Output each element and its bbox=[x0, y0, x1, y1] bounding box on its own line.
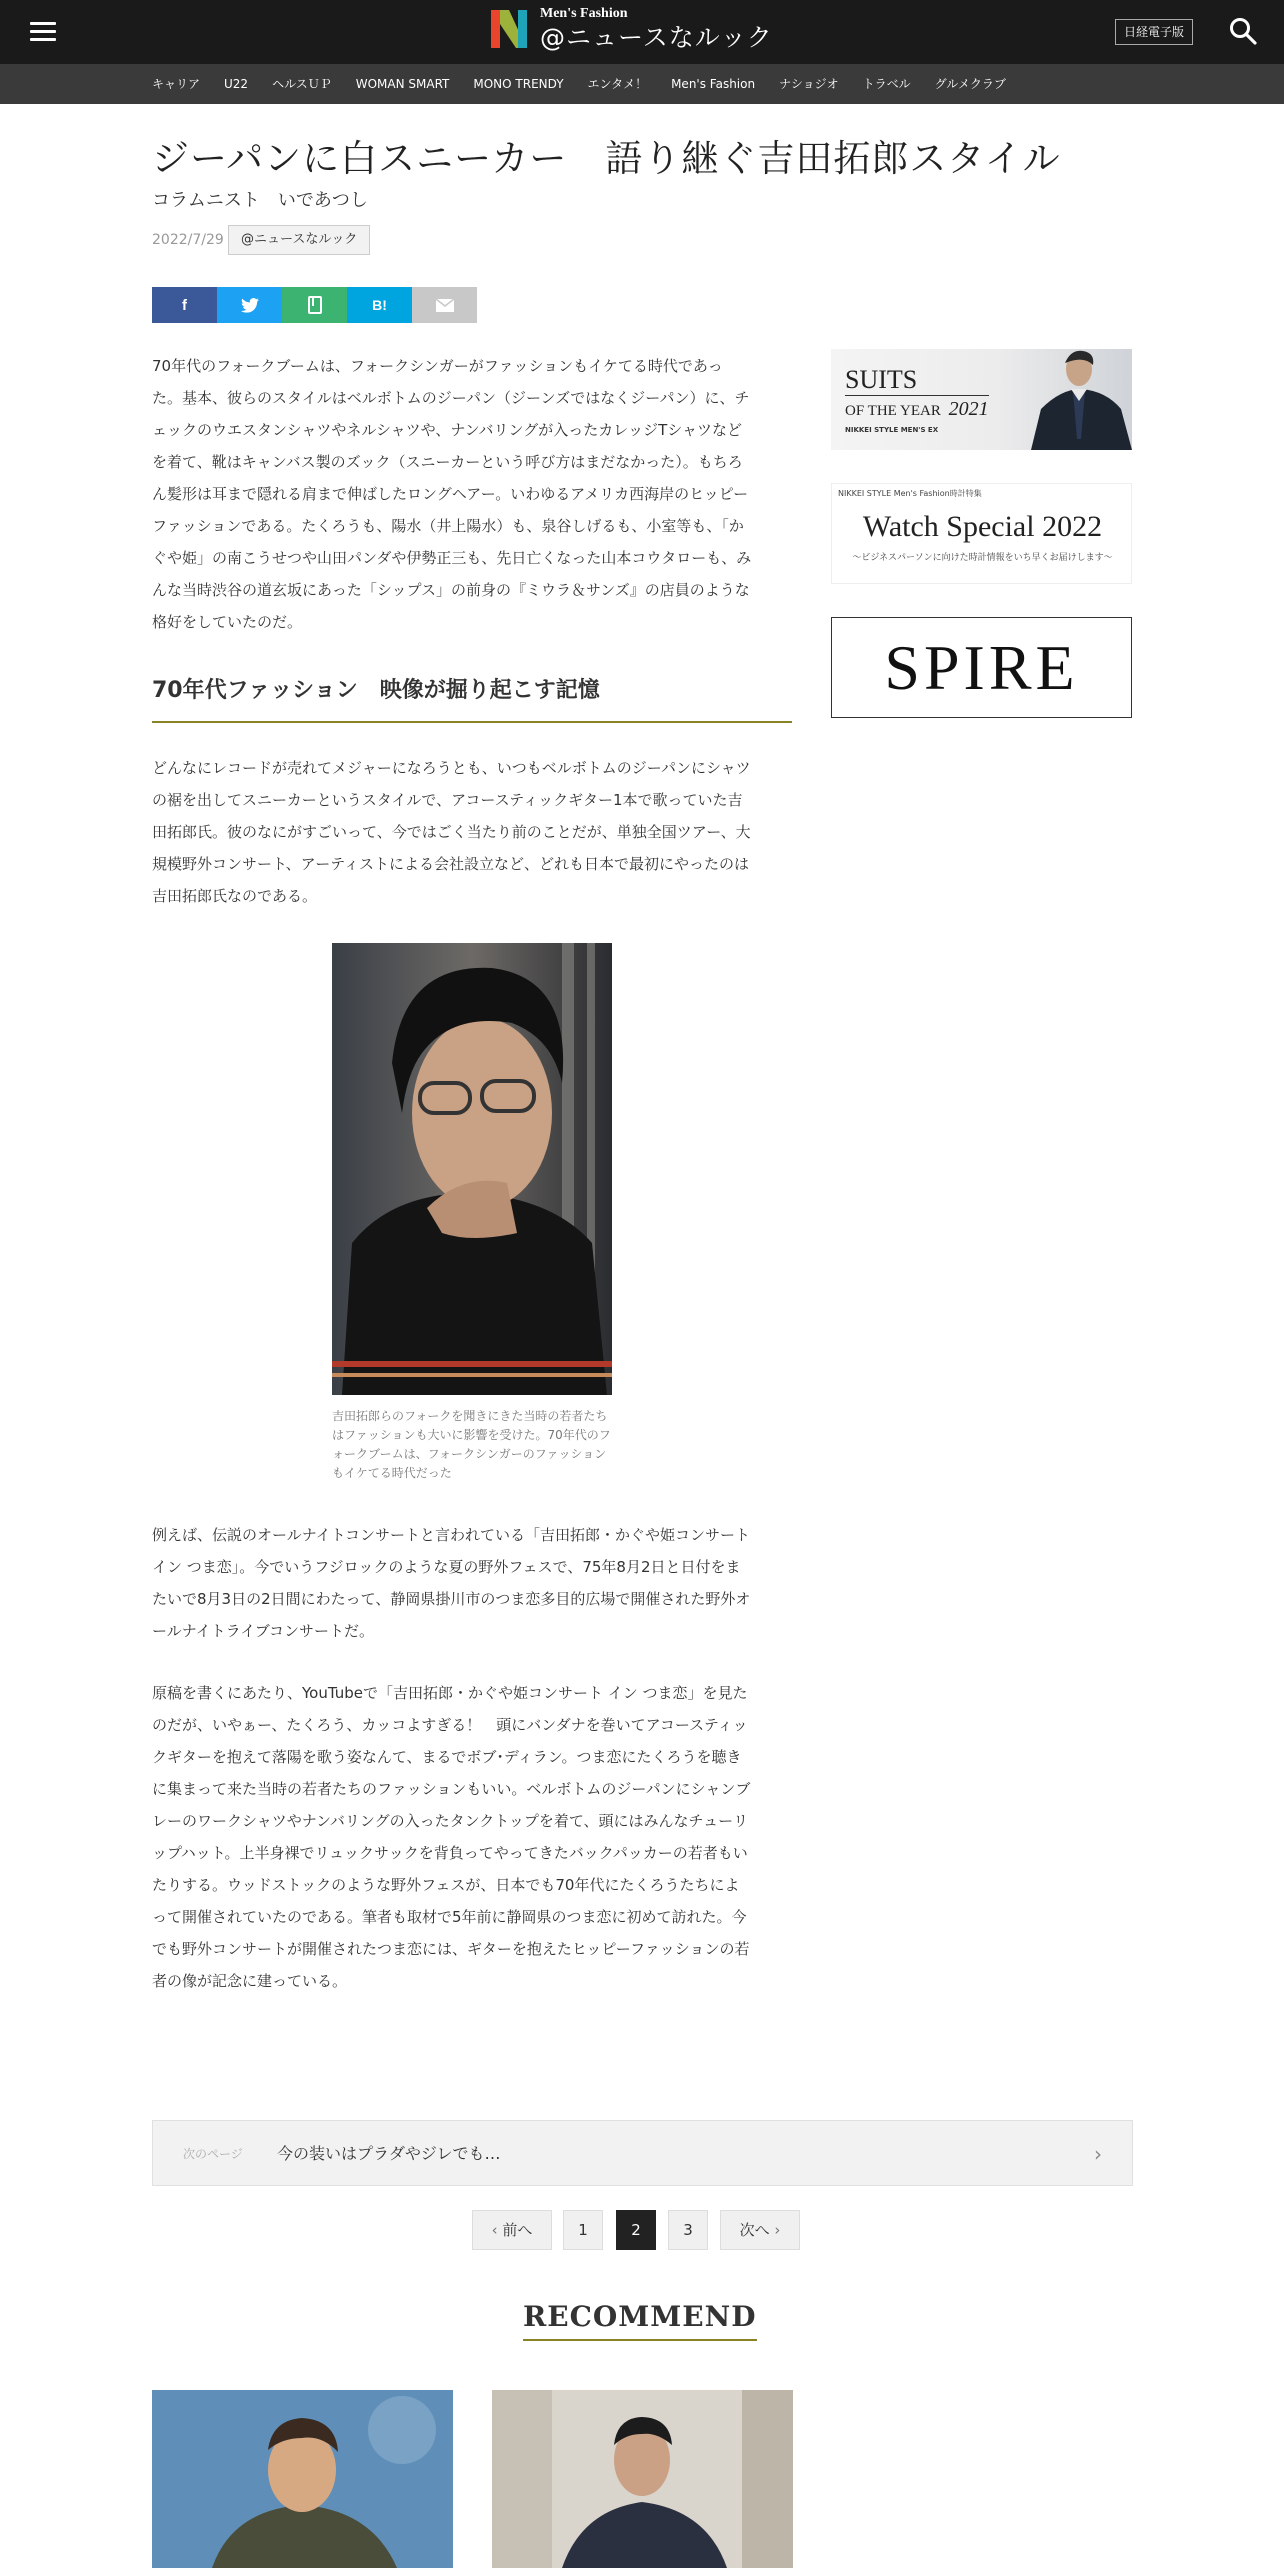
suit-model-image bbox=[1021, 349, 1132, 450]
spire-banner[interactable]: SPIRE bbox=[831, 617, 1132, 718]
recommend-card-2-image[interactable] bbox=[492, 2390, 793, 2568]
site-logo[interactable] bbox=[488, 7, 773, 50]
article-author: コラムニスト いであつし bbox=[152, 190, 368, 211]
twitter-icon bbox=[241, 298, 259, 313]
nav-item-gourmet[interactable]: グルメクラブ bbox=[934, 77, 1006, 91]
pagination-page-3[interactable]: 3 bbox=[668, 2210, 708, 2250]
nav-item-travel[interactable]: トラベル bbox=[862, 77, 911, 91]
menu-icon[interactable] bbox=[30, 22, 56, 42]
article-paragraph-3: 例えば、伝説のオールナイトコンサートと言われている「吉田拓郎・かぐや姫コンサート イン つま恋」。今でいうフジロックのような夏の野外フェスで、75年8月2日と日付をま たいで8月3日の2日間にわたって、静岡県掛川市のつま恋多目的広場で開催された野外オ ールナイトライブコンサートだ。 bbox=[152, 1526, 751, 1640]
next-page-title: 今の装いはプラダやジレでも… bbox=[277, 2144, 501, 2163]
logo-title: @ニュースなルック bbox=[540, 23, 773, 52]
nikkei-digital-button[interactable]: 日経電子版 bbox=[1115, 19, 1193, 45]
article-title: ジーパンに白スニーカー 語り継ぐ吉田拓郎スタイル bbox=[152, 137, 1061, 180]
site-header bbox=[0, 0, 1284, 64]
line-share-button[interactable] bbox=[282, 287, 347, 323]
nav-item-entame[interactable]: エンタメ！ bbox=[587, 77, 648, 91]
category-nav bbox=[0, 64, 1284, 104]
watch-special-banner[interactable]: NIKKEI STYLE Men's Fashion時計特集 Watch Special 2022 ～ビジネスパーソンに向けた時計情報をいち早くお届けします～ bbox=[831, 483, 1132, 584]
mail-icon bbox=[436, 299, 454, 312]
suits-of-the-year-banner[interactable]: SUITS OF THE YEAR 2021 NIKKEI STYLE MEN'S EX bbox=[831, 349, 1132, 450]
logo-n-icon bbox=[488, 8, 530, 50]
article-paragraph-4: 原稿を書くにあたり、YouTubeで「吉田拓郎・かぐや姫コンサート イン つま恋」を見た のだが、いやぁー、たくろう、カッコよすぎる！ 頭にバンダナを巻いてアコースティッ クギターを抱えて落陽を歌う姿なんて、まるでボブ･ディラン。つま恋にたくろうを聴き に集まって来た当時の若者たちのファッションもいい。ベルボトムのジーパンにシャンブ レーのワークシャツやナンバリングの入ったタンクトップを着て、頭にはみんなチューリ ップハット。上半身裸でリュックサックを背負ってやってきたバックパッカーの若者もい たりする。ウッドストックのような野外フェスが、日本でも70年代にたくろうたちによ って開催されていたのである。筆者も取材で5年前に静岡県のつま恋に初めて訪れた。今 でも野外コンサートが開催されたつま恋には、ギターを抱えたヒッピーファッションの若 者の像が記念に建っている。 bbox=[152, 1684, 751, 1990]
nav-item-health[interactable]: ヘルスＵＰ bbox=[272, 77, 332, 91]
nav-item-career[interactable]: キャリア bbox=[152, 77, 201, 91]
chevron-right-icon: › bbox=[1094, 2142, 1102, 2166]
search-icon[interactable] bbox=[1228, 16, 1258, 46]
section-heading: 70年代ファッション 映像が掘り起こす記憶 bbox=[152, 673, 792, 723]
nav-item-mono-trendy[interactable]: MONO TRENDY bbox=[473, 77, 564, 91]
hatena-share-button[interactable] bbox=[347, 287, 412, 323]
pagination-page-1[interactable]: 1 bbox=[563, 2210, 603, 2250]
next-page-label: 次のページ bbox=[183, 2147, 243, 2161]
facebook-share-button[interactable] bbox=[152, 287, 217, 323]
chevron-left-icon: ‹ bbox=[491, 2221, 503, 2239]
pagination-prev-button[interactable]: ‹ 前へ bbox=[472, 2210, 552, 2250]
article-date: 2022/7/29 bbox=[152, 232, 224, 248]
recommend-card-1-image[interactable] bbox=[152, 2390, 453, 2568]
nav-item-u22[interactable]: U22 bbox=[224, 77, 249, 91]
mail-share-button[interactable] bbox=[412, 287, 477, 323]
article-paragraph-1: 70年代のフォークブームは、フォークシンガーがファッションもイケてる時代であっ た。基本、彼らのスタイルはベルボトムのジーパン（ジーンズではなくジーパン）に、チ ェックのウエスタンシャツやネルシャツや、ナンバリングが入ったカレッジTシャツなど を着て、靴はキャンバス製のズック（スニーカーという呼び方はまだなかった）。もちろ ん髪形は耳まで隠れる肩まで伸ばしたロングヘアー。いわゆるアメリカ西海岸のヒッピー ファッションである。たくろうも、陽水（井上陽水）も、泉谷しげるも、小室等も、「か ぐや姫」の南こうせつや山田パンダや伊勢正三も、先日亡くなった山本コウタローも、み んな当時渋谷の道玄坂にあった「シップス」の前身の『ミウラ＆サンズ』の店員のような 格好をしていたのだ。 bbox=[152, 357, 752, 631]
share-buttons bbox=[152, 287, 477, 323]
chevron-right-icon: › bbox=[769, 2221, 781, 2239]
article-paragraph-2: どんなにレコードが売れてメジャーになろうとも、いつもベルボトムのジーパンにシャツ の裾を出してスニーカーというスタイルで、アコースティックギター1本で歌っていた吉 田拓郎氏。彼のなにがすごいって、今ではごく当たり前のことだが、単独全国ツアー、大 規模野外コンサート、アーティストによる会社設立など、どれも日本で最初にやったのは 吉田拓郎氏なのである。 bbox=[152, 759, 751, 905]
nav-item-mens-fashion[interactable]: Men's Fashion bbox=[671, 77, 756, 91]
twitter-share-button[interactable] bbox=[217, 287, 282, 323]
logo-subtitle: Men's Fashion bbox=[540, 6, 628, 21]
hatena-icon: B! bbox=[372, 297, 387, 313]
next-page-link[interactable] bbox=[152, 2120, 1133, 2186]
nav-item-woman-smart[interactable]: WOMAN SMART bbox=[355, 77, 450, 91]
bookmark-icon bbox=[307, 296, 323, 314]
nav-item-natgeo[interactable]: ナショジオ bbox=[779, 77, 839, 91]
pagination-next-button[interactable]: 次へ › bbox=[720, 2210, 800, 2250]
photo-caption: 吉田拓郎らのフォークを聞きにきた当時の若者たち はファッションも大いに影響を受けた。70年代のフ ォークブームは、フォークシンガーのファッション もイケてる時代だった bbox=[332, 1409, 611, 1480]
recommend-heading: RECOMMEND bbox=[523, 2300, 757, 2341]
facebook-icon: f bbox=[182, 296, 187, 314]
article-tag[interactable]: @ニュースなルック bbox=[228, 225, 370, 255]
article-photo bbox=[332, 943, 612, 1395]
pagination-page-2[interactable]: 2 bbox=[616, 2210, 656, 2250]
